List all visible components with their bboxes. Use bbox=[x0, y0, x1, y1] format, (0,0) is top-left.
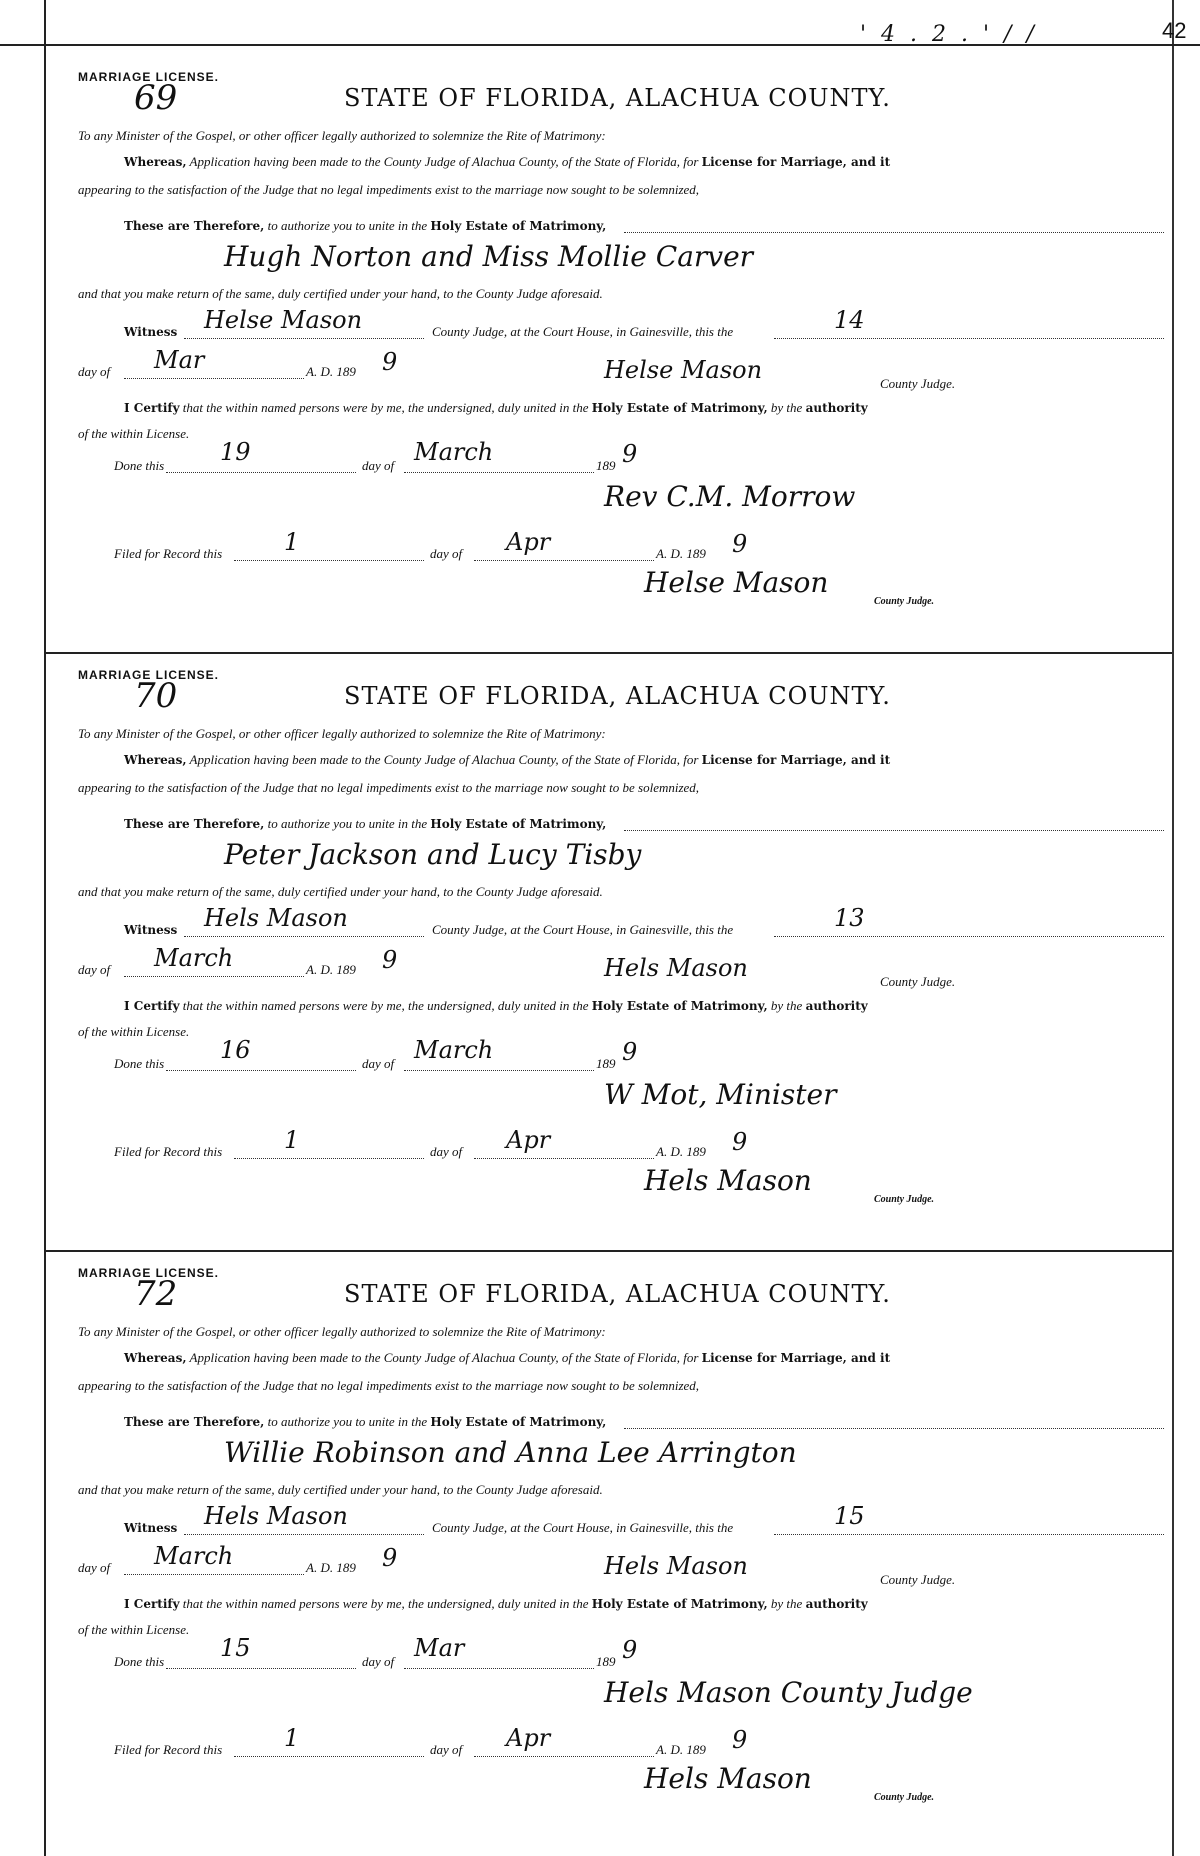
done-month: March bbox=[414, 1036, 494, 1064]
witness-label: Witness bbox=[124, 325, 178, 339]
appearing-line: appearing to the satisfaction of the Judge that no legal impediments exist to the marriage now sought to be solemnized, bbox=[78, 780, 700, 795]
officiant-signature: W Mot, Minister bbox=[604, 1078, 837, 1111]
address-line: To any Minister of the Gospel, or other officer legally authorized to solemnize the Rite of Matrimony: bbox=[78, 1324, 606, 1339]
judge-signature: Hels Mason bbox=[604, 1552, 748, 1580]
dotted-line bbox=[124, 1574, 304, 1575]
within-license-line: of the within License. bbox=[78, 1024, 190, 1039]
county-judge-label: County Judge. bbox=[880, 376, 956, 391]
done-year-prefix: 189 bbox=[596, 1654, 616, 1669]
filed-year: 9 bbox=[732, 530, 748, 558]
license-tag: MARRIAGE LICENSE. bbox=[78, 70, 220, 84]
and-it: and it bbox=[846, 1351, 891, 1365]
day-of-label: day of bbox=[78, 364, 111, 379]
appearing-line: appearing to the satisfaction of the Judge that no legal impediments exist to the marriage now sought to be solemnized, bbox=[78, 182, 700, 197]
license-for-marriage: License for Marriage, bbox=[701, 155, 847, 169]
license-number: 72 bbox=[134, 1274, 178, 1314]
and-it: and it bbox=[846, 155, 891, 169]
ad-label: A. D. 189 bbox=[306, 364, 356, 379]
filed-label: Filed for Record this bbox=[114, 1144, 223, 1159]
filed-signature: Helse Mason bbox=[644, 566, 829, 599]
filed-day-of-label: day of bbox=[430, 1144, 463, 1159]
dotted-line bbox=[624, 1428, 1164, 1429]
parties-names: Peter Jackson and Lucy Tisby bbox=[224, 838, 642, 871]
county-judge-small: County Judge. bbox=[874, 596, 935, 607]
dotted-line bbox=[166, 1668, 356, 1669]
license-header: STATE OF FLORIDA, ALACHUA COUNTY. bbox=[344, 1280, 891, 1308]
therefore-line bbox=[124, 218, 606, 234]
done-day: 15 bbox=[220, 1634, 251, 1662]
whereas-text: Application having been made to the County Judge of Alachua County, of the State of Florida, for bbox=[186, 154, 702, 169]
right-margin-line bbox=[1172, 0, 1174, 1856]
ad-label: A. D. 189 bbox=[306, 962, 356, 977]
whereas-line bbox=[124, 154, 890, 170]
dotted-line bbox=[774, 1534, 1164, 1535]
within-license-line: of the within License. bbox=[78, 426, 190, 441]
within-license-line: of the within License. bbox=[78, 1622, 190, 1637]
address-line: To any Minister of the Gospel, or other officer legally authorized to solemnize the Rite of Matrimony: bbox=[78, 128, 606, 143]
filed-day-of-label: day of bbox=[430, 1742, 463, 1757]
dotted-line bbox=[774, 936, 1164, 937]
therefore-words: These are Therefore, bbox=[124, 817, 265, 831]
page-number: 42 bbox=[1162, 18, 1187, 43]
done-day: 19 bbox=[220, 438, 251, 466]
filed-signature: Hels Mason bbox=[644, 1762, 812, 1795]
dotted-line bbox=[624, 830, 1164, 831]
county-judge-label: County Judge. bbox=[880, 974, 956, 989]
dotted-line bbox=[474, 1756, 654, 1757]
marriage-license bbox=[44, 658, 1172, 1248]
officiant-signature: Hels Mason County Judge bbox=[604, 1676, 973, 1709]
county-judge-small: County Judge. bbox=[874, 1792, 935, 1803]
license-tag: MARRIAGE LICENSE. bbox=[78, 1266, 220, 1280]
issue-month: Mar bbox=[154, 346, 205, 374]
whereas-line bbox=[124, 752, 890, 768]
certify-line: I Certify that the within named persons were by me, the undersigned, duly united in the Holy Estate of Matrimony, by the authority bbox=[124, 998, 868, 1013]
therefore-words: These are Therefore, bbox=[124, 219, 265, 233]
therefore-words: These are Therefore, bbox=[124, 1415, 265, 1429]
judge-signature: Hels Mason bbox=[604, 954, 748, 982]
done-month: Mar bbox=[414, 1634, 465, 1662]
done-day-of-label: day of bbox=[362, 1654, 395, 1669]
top-scrawl: ' 4 . 2 . ' / / bbox=[860, 22, 1038, 47]
done-year: 9 bbox=[622, 440, 638, 468]
authorize-text: to authorize you to unite in the bbox=[264, 218, 431, 233]
dotted-line bbox=[474, 560, 654, 561]
marriage-license bbox=[44, 60, 1172, 650]
dotted-line bbox=[404, 1070, 594, 1071]
issue-month: March bbox=[154, 1542, 234, 1570]
dotted-line bbox=[404, 1668, 594, 1669]
filed-day-of-label: day of bbox=[430, 546, 463, 561]
address-line: To any Minister of the Gospel, or other officer legally authorized to solemnize the Rite of Matrimony: bbox=[78, 726, 606, 741]
done-this-label: Done this bbox=[114, 458, 165, 473]
authorize-text: to authorize you to unite in the bbox=[264, 1414, 431, 1429]
marriage-license bbox=[44, 1256, 1172, 1846]
dotted-line bbox=[124, 378, 304, 379]
done-day-of-label: day of bbox=[362, 458, 395, 473]
appearing-line: appearing to the satisfaction of the Judge that no legal impediments exist to the marriage now sought to be solemnized, bbox=[78, 1378, 700, 1393]
license-header: STATE OF FLORIDA, ALACHUA COUNTY. bbox=[344, 84, 891, 112]
section-divider bbox=[44, 652, 1172, 654]
section-divider bbox=[44, 1250, 1172, 1252]
filed-label: Filed for Record this bbox=[114, 546, 223, 561]
done-year: 9 bbox=[622, 1038, 638, 1066]
issue-day: 14 bbox=[834, 306, 865, 334]
license-header: STATE OF FLORIDA, ALACHUA COUNTY. bbox=[344, 682, 891, 710]
license-number: 69 bbox=[134, 78, 178, 118]
filed-year: 9 bbox=[732, 1726, 748, 1754]
dotted-line bbox=[234, 560, 424, 561]
whereas-word: Whereas, bbox=[124, 155, 187, 169]
dotted-line bbox=[404, 472, 594, 473]
county-judge-small: County Judge. bbox=[874, 1194, 935, 1205]
ad-label: A. D. 189 bbox=[306, 1560, 356, 1575]
witness-label: Witness bbox=[124, 923, 178, 937]
issue-year: 9 bbox=[382, 946, 398, 974]
whereas-word: Whereas, bbox=[124, 753, 187, 767]
return-line: and that you make return of the same, duly certified under your hand, to the County Judge aforesaid. bbox=[78, 884, 603, 899]
filed-ad-label: A. D. 189 bbox=[656, 1742, 706, 1757]
day-of-label: day of bbox=[78, 962, 111, 977]
done-day: 16 bbox=[220, 1036, 251, 1064]
filed-label: Filed for Record this bbox=[114, 1742, 223, 1757]
witness-signature: Hels Mason bbox=[204, 904, 348, 932]
therefore-line bbox=[124, 816, 606, 832]
witness-signature: Helse Mason bbox=[204, 306, 363, 334]
dotted-line bbox=[234, 1756, 424, 1757]
filed-day: 1 bbox=[284, 528, 300, 556]
whereas-line bbox=[124, 1350, 890, 1366]
whereas-word: Whereas, bbox=[124, 1351, 187, 1365]
whereas-text: Application having been made to the County Judge of Alachua County, of the State of Florida, for bbox=[186, 1350, 702, 1365]
done-day-of-label: day of bbox=[362, 1056, 395, 1071]
certify-line: I Certify that the within named persons were by me, the undersigned, duly united in the Holy Estate of Matrimony, by the authority bbox=[124, 400, 868, 415]
filed-day: 1 bbox=[284, 1724, 300, 1752]
dotted-line bbox=[474, 1158, 654, 1159]
therefore-line bbox=[124, 1414, 606, 1430]
done-month: March bbox=[414, 438, 494, 466]
done-this-label: Done this bbox=[114, 1654, 165, 1669]
filed-ad-label: A. D. 189 bbox=[656, 546, 706, 561]
day-of-label: day of bbox=[78, 1560, 111, 1575]
dotted-line bbox=[184, 1534, 424, 1535]
filed-month: Apr bbox=[506, 1126, 551, 1154]
whereas-text: Application having been made to the County Judge of Alachua County, of the State of Florida, for bbox=[186, 752, 702, 767]
authorize-text: to authorize you to unite in the bbox=[264, 816, 431, 831]
filed-day: 1 bbox=[284, 1126, 300, 1154]
court-house-line: County Judge, at the Court House, in Gainesville, this the bbox=[432, 324, 734, 339]
done-year-prefix: 189 bbox=[596, 1056, 616, 1071]
license-tag: MARRIAGE LICENSE. bbox=[78, 668, 220, 682]
filed-month: Apr bbox=[506, 1724, 551, 1752]
court-house-line: County Judge, at the Court House, in Gainesville, this the bbox=[432, 922, 734, 937]
filed-year: 9 bbox=[732, 1128, 748, 1156]
license-for-marriage: License for Marriage, bbox=[701, 753, 847, 767]
return-line: and that you make return of the same, duly certified under your hand, to the County Judge aforesaid. bbox=[78, 1482, 603, 1497]
dotted-line bbox=[184, 338, 424, 339]
issue-day: 13 bbox=[834, 904, 865, 932]
and-it: and it bbox=[846, 753, 891, 767]
done-year: 9 bbox=[622, 1636, 638, 1664]
dotted-line bbox=[774, 338, 1164, 339]
holy-estate: Holy Estate of Matrimony, bbox=[430, 817, 607, 831]
court-house-line: County Judge, at the Court House, in Gainesville, this the bbox=[432, 1520, 734, 1535]
return-line: and that you make return of the same, duly certified under your hand, to the County Judge aforesaid. bbox=[78, 286, 603, 301]
issue-day: 15 bbox=[834, 1502, 865, 1530]
dotted-line bbox=[184, 936, 424, 937]
witness-label: Witness bbox=[124, 1521, 178, 1535]
certify-line: I Certify that the within named persons were by me, the undersigned, duly united in the Holy Estate of Matrimony, by the authority bbox=[124, 1596, 868, 1611]
dotted-line bbox=[166, 1070, 356, 1071]
dotted-line bbox=[624, 232, 1164, 233]
issue-month: March bbox=[154, 944, 234, 972]
dotted-line bbox=[234, 1158, 424, 1159]
dotted-line bbox=[124, 976, 304, 977]
holy-estate: Holy Estate of Matrimony, bbox=[430, 219, 607, 233]
issue-year: 9 bbox=[382, 348, 398, 376]
filed-signature: Hels Mason bbox=[644, 1164, 812, 1197]
officiant-signature: Rev C.M. Morrow bbox=[604, 480, 856, 513]
issue-year: 9 bbox=[382, 1544, 398, 1572]
done-this-label: Done this bbox=[114, 1056, 165, 1071]
parties-names: Hugh Norton and Miss Mollie Carver bbox=[224, 240, 754, 273]
parties-names: Willie Robinson and Anna Lee Arrington bbox=[224, 1436, 797, 1469]
holy-estate: Holy Estate of Matrimony, bbox=[430, 1415, 607, 1429]
witness-signature: Hels Mason bbox=[204, 1502, 348, 1530]
license-number: 70 bbox=[134, 676, 178, 716]
county-judge-label: County Judge. bbox=[880, 1572, 956, 1587]
dotted-line bbox=[166, 472, 356, 473]
judge-signature: Helse Mason bbox=[604, 356, 763, 384]
license-for-marriage: License for Marriage, bbox=[701, 1351, 847, 1365]
done-year-prefix: 189 bbox=[596, 458, 616, 473]
filed-ad-label: A. D. 189 bbox=[656, 1144, 706, 1159]
filed-month: Apr bbox=[506, 528, 551, 556]
